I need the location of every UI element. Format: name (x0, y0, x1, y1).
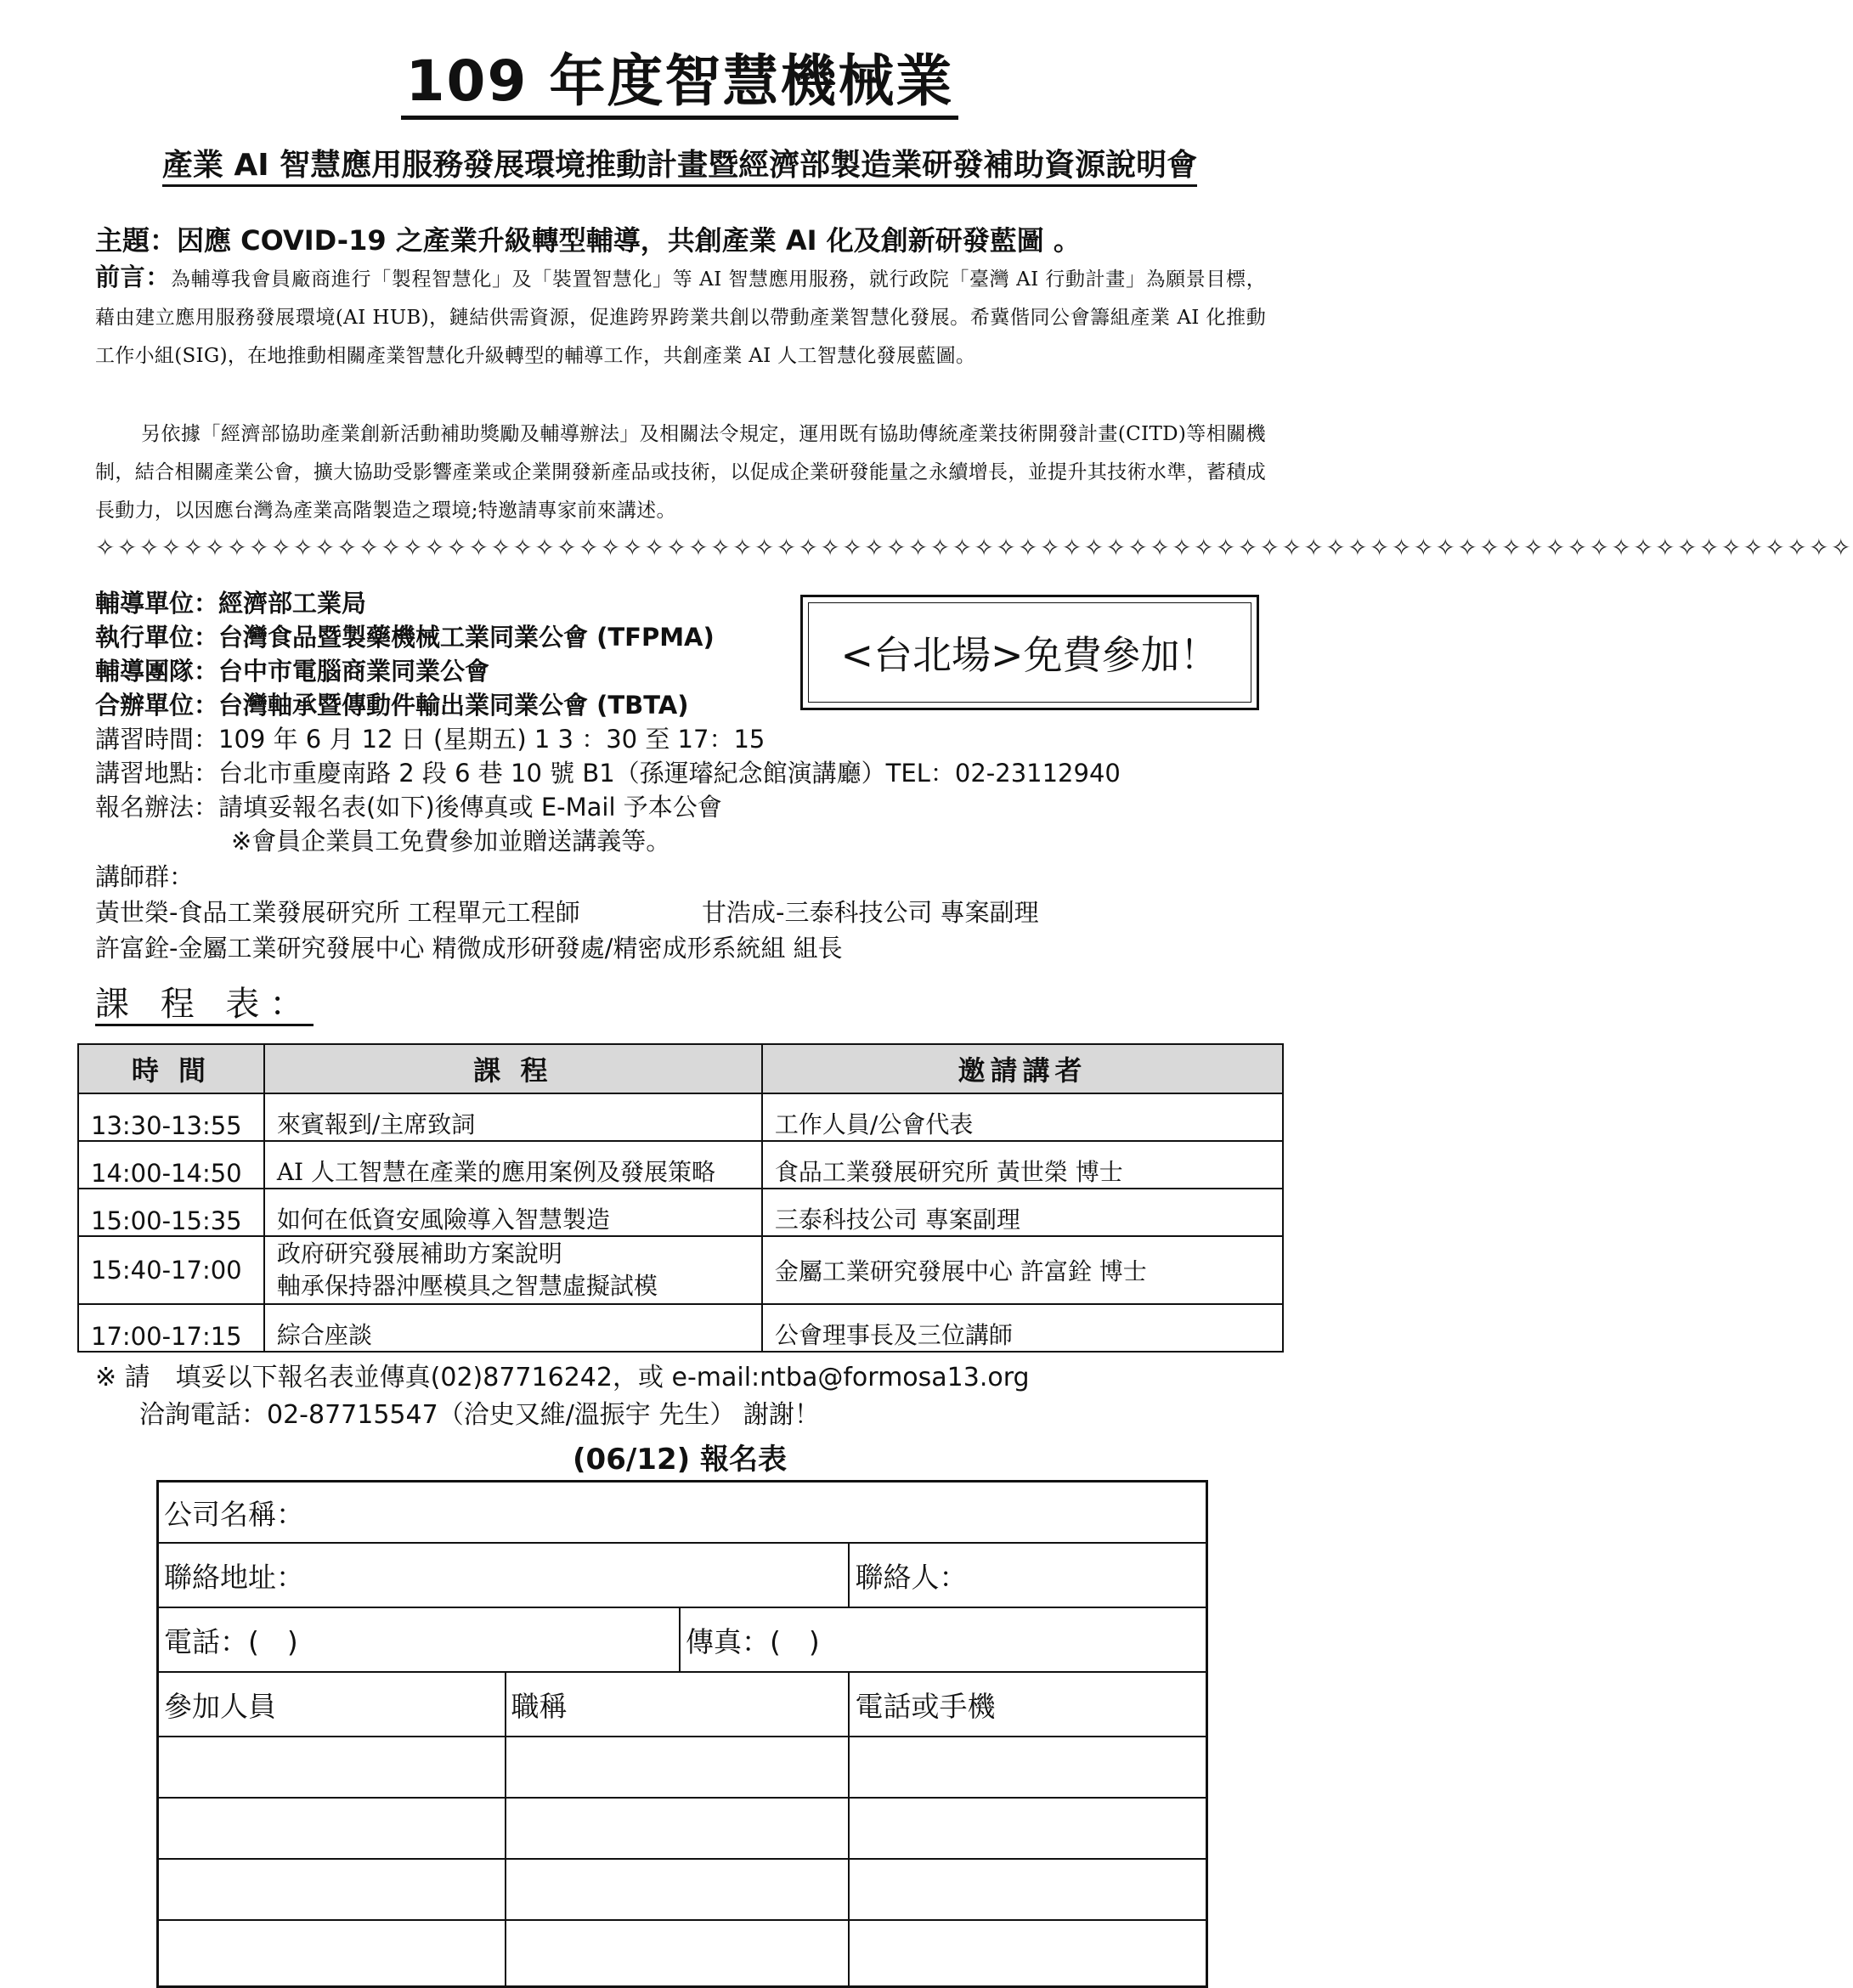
co-organizer: 合辦單位：台灣軸承暨傳動件輸出業同業公會 (TBTA) (95, 691, 689, 720)
mobile-cell[interactable] (849, 1798, 1206, 1859)
preface-text-1: 為輔導我會員廠商進行「製程智慧化」及「裝置智慧化」等 AI 智慧應用服務，就行政院「臺灣 AI 行動計畫」為願景目標，藉由建立應用服務發展環境(AI HUB)，鏈結供需資源，促進跨界跨業共創以帶動產業智慧化發展。希冀偕同公會籌組產業 AI 化推動工作小組(SIG)，在地推動相關產業智慧化升級轉型的輔導工作，共創產業 AI 人工智慧化發展藍圖。 (95, 268, 1266, 367)
table-row (78, 1304, 1283, 1352)
star-divider: ✧✧✧✧✧✧✧✧✧✧✧✧✧✧✧✧✧✧✧✧✧✧✧✧✧✧✧✧✧✧✧✧✧✧✧✧✧✧✧✧✧✧✧✧✧✧✧✧✧✧✧✧✧✧✧✧✧✧✧✧✧✧✧✧✧✧✧✧✧✧✧✧✧✧✧✧✧✧✧✧ (95, 534, 1853, 562)
page-subtitle (0, 141, 1359, 184)
mobile-cell[interactable] (849, 1737, 1206, 1798)
contact-person-field[interactable]: 聯絡人： (849, 1543, 1206, 1607)
event-time: 講習時間：109 年 6 月 12 日 (星期五) 1 3 ：30 至 17：15 (95, 725, 765, 754)
job-title-cell[interactable] (506, 1798, 850, 1859)
attendee-header: 參加人員 (158, 1672, 506, 1737)
fax-email-note: ※ 請 填妥以下報名表並傳真(02)87716242，或 e-mail:ntba@formosa13.org (95, 1363, 1030, 1392)
table-row (78, 1189, 1283, 1236)
row-course (264, 1236, 762, 1304)
row-course-line-2: 軸承保持器沖壓模具之智慧虛擬試模 (276, 1272, 658, 1300)
row-speaker: 公會理事長及三位講師 (762, 1304, 1283, 1352)
attendee-cell[interactable] (158, 1859, 506, 1920)
schedule-heading-text: 課 程 表： (95, 985, 314, 1026)
row-course-line-1: 政府研究發展補助方案說明 (276, 1240, 562, 1268)
row-speaker: 金屬工業研究發展中心 許富銓 博士 (762, 1236, 1283, 1304)
phone-field[interactable]: 電話：( ) (158, 1607, 681, 1672)
registration-form (156, 1480, 1208, 1988)
speaker-2: 甘浩成-三泰科技公司 專案副理 (702, 898, 1039, 927)
row-speaker: 三泰科技公司 專案副理 (762, 1189, 1283, 1236)
speaker-1: 黃世榮-食品工業發展研究所 工程單元工程師 (95, 898, 580, 927)
row-course: 綜合座談 (264, 1304, 762, 1352)
job-title-cell[interactable] (506, 1737, 850, 1798)
speaker-3: 許富銓-金屬工業研究發展中心 精微成形研發處/精密成形系統組 組長 (95, 934, 843, 963)
mobile-cell[interactable] (849, 1859, 1206, 1920)
row-course: AI 人工智慧在產業的應用案例及發展策略 (264, 1141, 762, 1189)
preface-paragraph-2: 另依據「經濟部協助產業創新活動補助獎勵及輔導辦法」及相關法令規定，運用既有協助傳統產業技術開發計畫(CITD)等相關機制，結合相關產業公會，擴大協助受影響產業或企業開發新產品或技術，以促成企業研發能量之永續增長，並提升其技術水準，蓄積成長動力，以因應台灣為產業高階製造之環境;特邀請專家前來講述。 (95, 423, 1266, 522)
event-place: 講習地點：台北市重慶南路 2 段 6 巷 10 號 B1（孫運璿紀念館演講廳）TEL：02-23112940 (95, 759, 1121, 788)
signup-note: ※會員企業員工免費參加並贈送講義等。 (231, 827, 671, 856)
signup-method: 報名辦法：請填妥報名表(如下)後傳真或 E-Mail 予本公會 (95, 793, 722, 822)
attendee-cell[interactable] (158, 1920, 506, 1986)
attendee-cell[interactable] (158, 1737, 506, 1798)
table-row (78, 1236, 1283, 1304)
address-field[interactable]: 聯絡地址： (158, 1543, 850, 1607)
row-speaker: 食品工業發展研究所 黃世榮 博士 (762, 1141, 1283, 1189)
row-time: 13:30-13:55 (78, 1093, 264, 1141)
schedule-heading (95, 977, 314, 1025)
job-title-cell[interactable] (506, 1859, 850, 1920)
schedule-header-row (78, 1044, 1283, 1093)
guide-unit: 輔導單位：經濟部工業局 (95, 589, 367, 618)
row-time: 17:00-17:15 (78, 1304, 264, 1352)
header-time: 時 間 (78, 1044, 264, 1093)
company-name-field[interactable]: 公司名稱： (158, 1482, 1207, 1544)
mobile-header: 電話或手機 (849, 1672, 1206, 1737)
preface-lead: 前言： (95, 263, 171, 291)
row-speaker: 工作人員/公會代表 (762, 1093, 1283, 1141)
speakers-label: 講師群： (95, 862, 195, 891)
contact-phone-note: 洽詢電話：02-87715547（洽史又維/溫振宇 先生） 謝謝！ (139, 1400, 820, 1430)
free-admission-label: <台北場>免費參加！ (808, 602, 1251, 703)
fax-field[interactable]: 傳真：( ) (680, 1607, 1207, 1672)
job-title-cell[interactable] (506, 1920, 850, 1986)
row-time: 15:40-17:00 (78, 1236, 264, 1304)
theme-heading: 主題：因應 COVID-19 之產業升級轉型輔導，共創產業 AI 化及創新研發藍圖 。 (95, 224, 1081, 257)
row-course: 來賓報到/主席致詞 (264, 1093, 762, 1141)
header-speaker: 邀請講者 (762, 1044, 1283, 1093)
page-title (0, 36, 1359, 116)
attendee-cell[interactable] (158, 1798, 506, 1859)
page-subtitle-text: 產業 AI 智慧應用服務發展環境推動計畫暨經濟部製造業研發補助資源說明會 (162, 148, 1197, 187)
preface-paragraph-1 (95, 258, 1266, 376)
table-row (78, 1141, 1283, 1189)
exec-unit: 執行單位：台灣食品暨製藥機械工業同業公會 (TFPMA) (95, 623, 715, 652)
mobile-cell[interactable] (849, 1920, 1206, 1986)
table-row (78, 1093, 1283, 1141)
guide-team: 輔導團隊：台中市電腦商業同業公會 (95, 657, 490, 686)
row-time: 14:00-14:50 (78, 1141, 264, 1189)
page-title-text: 109 年度智慧機械業 (401, 48, 959, 120)
row-time: 15:00-15:35 (78, 1189, 264, 1236)
free-admission-box (800, 595, 1259, 710)
header-course: 課 程 (264, 1044, 762, 1093)
row-course: 如何在低資安風險導入智慧製造 (264, 1189, 762, 1236)
schedule-table (77, 1043, 1284, 1353)
job-title-header: 職稱 (506, 1672, 850, 1737)
registration-form-title: (06/12) 報名表 (573, 1443, 787, 1477)
